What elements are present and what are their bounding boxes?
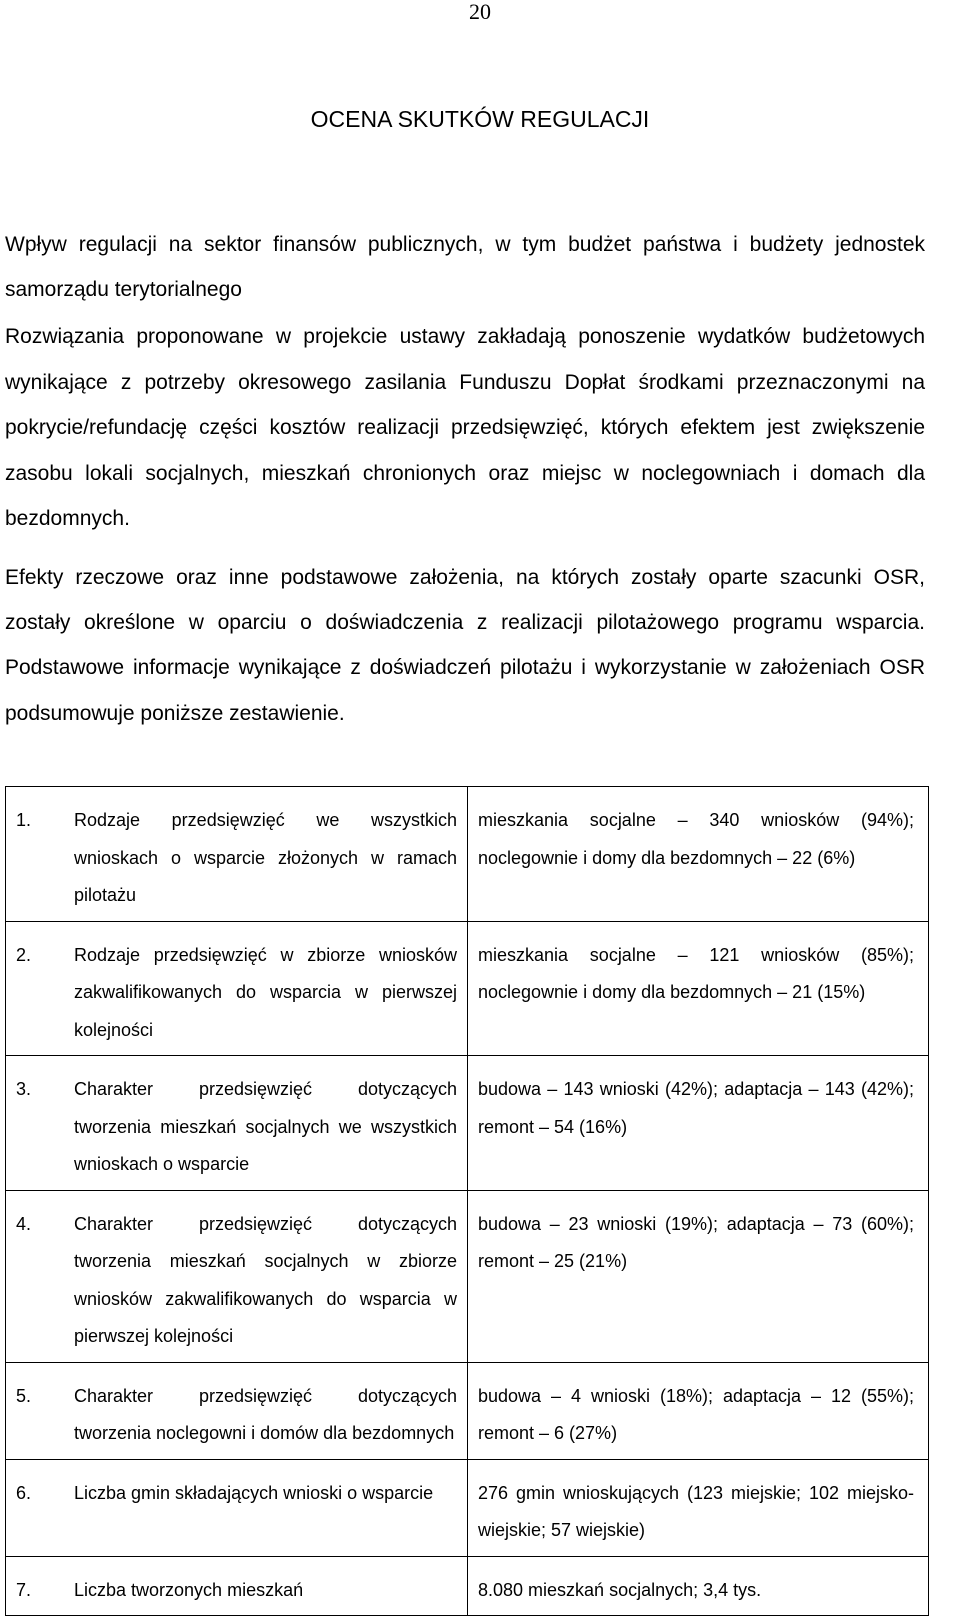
paragraph-budget-expenses: Rozwiązania proponowane w projekcie ustawy zakładają ponoszenie wydatków budżetowych wynikające z potrzeby okresowego zasilania Funduszu Dopłat środkami przeznaczonymi na pokrycie/refundację części kosztów realizacji przedsięwzięć, których efektem jest zwiększenie zasobu lokali socjalnych, mieszkań chronionych oraz miejsc w noclegowniach i domach dla bezdomnych. xyxy=(5,325,925,531)
table-cell-value: budowa – 143 wnioski (42%); adaptacja – 143 (42%); remont – 54 (16%) xyxy=(468,1056,929,1191)
table-cell-label xyxy=(6,787,468,922)
table-row xyxy=(6,1190,929,1362)
table-cell-label xyxy=(6,1362,468,1459)
row-number: 1. xyxy=(16,810,32,830)
row-number: 5. xyxy=(16,1385,32,1406)
row-number: 7. xyxy=(16,1579,32,1600)
row-number: 6. xyxy=(16,1482,32,1503)
table-cell-value: 8.080 mieszkań socjalnych; 3,4 tys. xyxy=(468,1556,929,1616)
table-row xyxy=(6,787,929,922)
paragraph-pilot-summary: Efekty rzeczowe oraz inne podstawowe założenia, na których zostały oparte szacunki OSR, zostały określone w oparciu o doświadczenia z realizacji pilotażowego programu wsparcia. Podstawowe informacje wynikające z doświadczeń pilotażu i wykorzystanie w założeniach OSR podsumowuje poniższe zestawienie. xyxy=(5,566,925,725)
table-cell-value: mieszkania socjalne – 340 wniosków (94%); noclegownie i domy dla bezdomnych – 22 (6%) xyxy=(468,787,929,922)
table-cell-value: budowa – 4 wnioski (18%); adaptacja – 12 (55%); remont – 6 (27%) xyxy=(468,1362,929,1459)
row-label: Rodzaje przedsięwzięć we wszystkich wnioskach o wsparcie złożonych w ramach pilotażu xyxy=(74,810,457,905)
table-row xyxy=(6,1362,929,1459)
table-cell-label xyxy=(6,1459,468,1556)
row-label: Charakter przedsięwzięć dotyczących tworzenia mieszkań socjalnych we wszystkich wnioskach o wsparcie xyxy=(74,1079,457,1174)
table-cell-label xyxy=(6,1556,468,1616)
table-row xyxy=(6,1056,929,1191)
table-cell-label xyxy=(6,1056,468,1191)
row-number: 2. xyxy=(16,944,32,965)
table-cell-label xyxy=(6,921,468,1056)
row-label: Charakter przedsięwzięć dotyczących tworzenia mieszkań socjalnych w zbiorze wniosków zakwalifikowanych do wsparcia w pierwszej kolejności xyxy=(74,1213,457,1346)
row-number: 4. xyxy=(16,1213,32,1234)
table-row xyxy=(6,921,929,1056)
row-label: Rodzaje przedsięwzięć w zbiorze wniosków zakwalifikowanych do wsparcia w pierwszej kolejności xyxy=(74,944,457,1040)
row-label: Liczba gmin składających wnioski o wsparcie xyxy=(74,1482,434,1503)
section-heading: Wpływ regulacji na sektor finansów publicznych, w tym budżet państwa i budżety jednostek samorządu terytorialnego xyxy=(5,233,925,301)
table-cell-value: 276 gmin wnioskujących (123 miejskie; 102 miejsko-wiejskie; 57 wiejskie) xyxy=(468,1459,929,1556)
table-row xyxy=(6,1459,929,1556)
row-number: 3. xyxy=(16,1079,32,1099)
document-title: OCENA SKUTKÓW REGULACJI xyxy=(310,106,650,132)
table-cell-value: budowa – 23 wnioski (19%); adaptacja – 73 (60%); remont – 25 (21%) xyxy=(468,1190,929,1362)
table-cell-label xyxy=(6,1190,468,1362)
page-number: 20 xyxy=(469,0,491,24)
table-row xyxy=(6,1556,929,1616)
table-cell-value: mieszkania socjalne – 121 wniosków (85%); noclegownie i domy dla bezdomnych – 21 (15%) xyxy=(468,921,929,1056)
osr-summary-table xyxy=(5,786,929,1616)
row-label: Charakter przedsięwzięć dotyczących tworzenia noclegowni i domów dla bezdomnych xyxy=(74,1385,457,1443)
row-label: Liczba tworzonych mieszkań xyxy=(74,1579,304,1600)
